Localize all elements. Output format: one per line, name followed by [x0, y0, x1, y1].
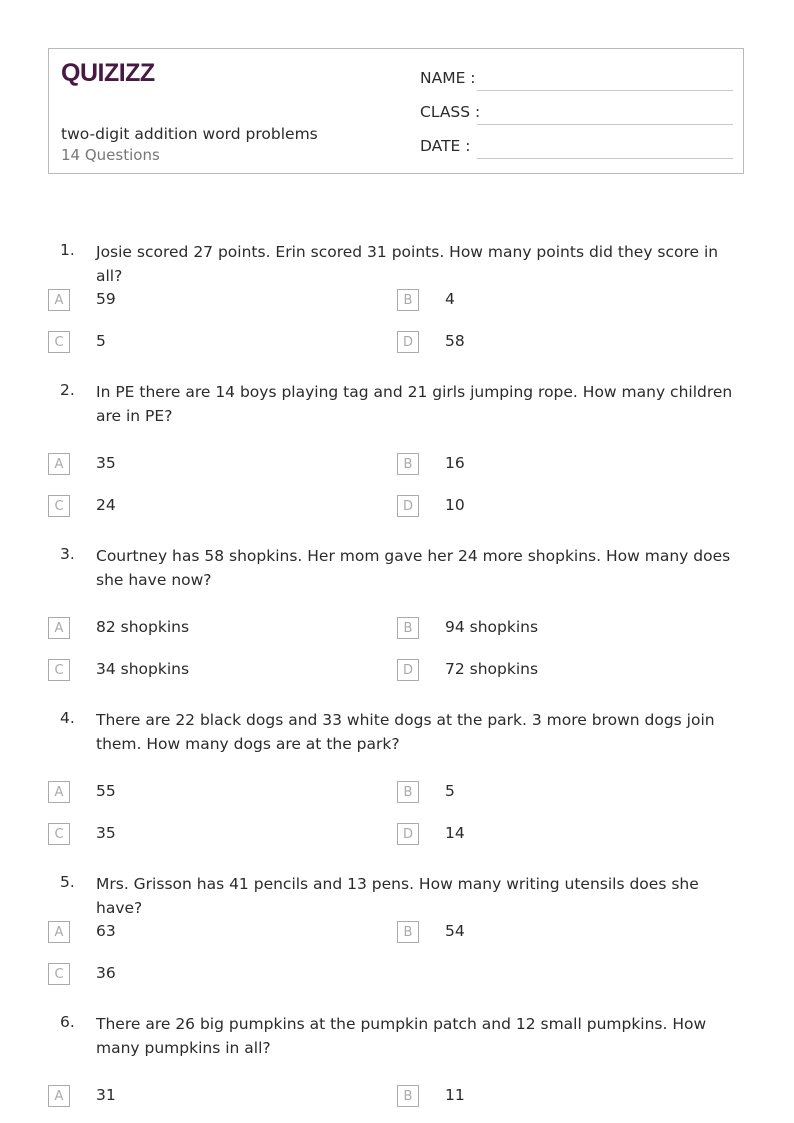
question-text: Mrs. Grisson has 41 pencils and 13 pens. How many writing utensils does she have? [96, 875, 699, 917]
worksheet-header [48, 48, 744, 174]
option-d-box[interactable]: D [397, 331, 419, 353]
option-d-box[interactable]: D [397, 823, 419, 845]
option-d-box[interactable]: D [397, 495, 419, 517]
option-a-box[interactable]: A [48, 1085, 70, 1107]
option-a-text: 82 shopkins [96, 618, 190, 636]
option-d-text: 10 [445, 496, 465, 514]
option-a-box[interactable]: A [48, 617, 70, 639]
date-line[interactable] [477, 158, 733, 159]
name-line[interactable] [477, 90, 733, 91]
class-line[interactable] [477, 124, 733, 125]
question-count: 14 Questions [61, 146, 160, 164]
name-field[interactable] [420, 65, 733, 91]
question-number: 5. [60, 873, 75, 891]
option-b-text: 5 [445, 782, 455, 800]
question-number: 1. [60, 241, 75, 259]
option-b-box[interactable]: B [397, 921, 419, 943]
option-c-text: 24 [96, 496, 116, 514]
question-text: Josie scored 27 points. Erin scored 31 points. How many points did they score in all? [96, 243, 719, 285]
name-label: NAME : [420, 69, 476, 87]
option-a-box[interactable]: A [48, 921, 70, 943]
option-a-text: 31 [96, 1086, 116, 1104]
option-d-box[interactable]: D [397, 659, 419, 681]
option-b-box[interactable]: B [397, 289, 419, 311]
question-text: Courtney has 58 shopkins. Her mom gave her 24 more shopkins. How many does she have now? [96, 547, 731, 589]
question-text: There are 22 black dogs and 33 white dogs at the park. 3 more brown dogs join them. How many dogs are at the park? [96, 711, 715, 753]
option-d-text: 72 shopkins [445, 660, 539, 678]
option-b-text: 54 [445, 922, 465, 940]
option-c-box[interactable]: C [48, 495, 70, 517]
question-number: 6. [60, 1013, 75, 1031]
option-a-text: 35 [96, 454, 116, 472]
option-d-text: 58 [445, 332, 465, 350]
question-text: In PE there are 14 boys playing tag and 21 girls jumping rope. How many children are in PE? [96, 383, 733, 425]
question-number: 4. [60, 709, 75, 727]
option-c-text: 36 [96, 964, 116, 982]
quizizz-logo: QUIZIZZ [61, 59, 155, 87]
date-field[interactable] [420, 133, 733, 159]
option-c-text: 5 [96, 332, 106, 350]
option-c-box[interactable]: C [48, 823, 70, 845]
option-a-box[interactable]: A [48, 781, 70, 803]
option-a-text: 63 [96, 922, 116, 940]
option-d-text: 14 [445, 824, 465, 842]
class-field[interactable] [420, 99, 733, 125]
option-b-box[interactable]: B [397, 781, 419, 803]
option-c-text: 34 shopkins [96, 660, 190, 678]
option-a-box[interactable]: A [48, 289, 70, 311]
option-b-box[interactable]: B [397, 1085, 419, 1107]
option-b-box[interactable]: B [397, 453, 419, 475]
option-b-text: 94 shopkins [445, 618, 539, 636]
question-number: 3. [60, 545, 75, 563]
option-a-text: 59 [96, 290, 116, 308]
option-c-box[interactable]: C [48, 659, 70, 681]
option-c-box[interactable]: C [48, 963, 70, 985]
option-a-box[interactable]: A [48, 453, 70, 475]
option-c-box[interactable]: C [48, 331, 70, 353]
option-b-text: 11 [445, 1086, 465, 1104]
question-number: 2. [60, 381, 75, 399]
question-text: There are 26 big pumpkins at the pumpkin patch and 12 small pumpkins. How many pumpkins in all? [96, 1015, 707, 1057]
option-b-box[interactable]: B [397, 617, 419, 639]
option-a-text: 55 [96, 782, 116, 800]
class-label: CLASS : [420, 103, 481, 121]
worksheet-title: two-digit addition word problems [61, 125, 318, 143]
date-label: DATE : [420, 137, 471, 155]
option-c-text: 35 [96, 824, 116, 842]
option-b-text: 4 [445, 290, 455, 308]
option-b-text: 16 [445, 454, 465, 472]
